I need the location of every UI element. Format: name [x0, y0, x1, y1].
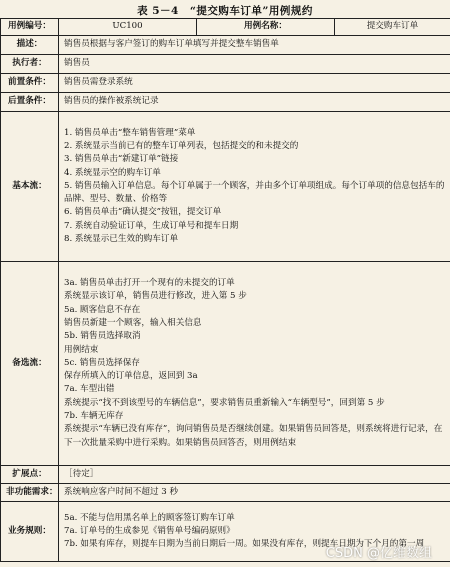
basic-flow-step: 2. 系统显示当前已有的整车订单列表，包括提交的和未提交的 — [64, 140, 299, 151]
alt-flow-line: 5c. 销售员选择保存 — [64, 357, 140, 368]
alt-flow-line: 5b. 销售员选择取消 — [64, 331, 141, 342]
business-rules-label: 业务规则： — [1, 502, 59, 562]
alt-flow-line: 7a. 车型出错 — [64, 384, 115, 395]
precondition-text: 销售员需登录系统 — [59, 74, 450, 93]
alt-flow-lines — [59, 262, 450, 466]
postcondition-label: 后置条件： — [1, 93, 59, 112]
basic-flow-step: 4. 系统显示空的购车订单 — [64, 167, 161, 178]
alt-flow-line: 5a. 顾客信息不存在 — [64, 304, 141, 315]
precondition-row — [1, 74, 450, 93]
nonfunctional-label: 非功能需求： — [1, 484, 59, 502]
alt-flow-line: 销售员新建一个顾客，输入相关信息 — [64, 317, 202, 328]
extension-text: ［待定］ — [59, 466, 450, 484]
alt-flow-line: 保存所填入的订单信息，返回到 3a — [64, 371, 198, 382]
csdn-watermark: CSDN @亿维数组 — [325, 546, 432, 561]
alt-flow-line: 7b. 车辆无库存 — [64, 411, 124, 422]
use-case-name-value: 提交购车订单 — [335, 19, 450, 36]
alt-flow-line: 系统提示“找不到该型号的车辆信息”，要求销售员重新输入“车辆型号”，回到第 5 步 — [64, 397, 385, 408]
basic-flow-step: 8. 系统显示已生效的购车订单 — [64, 234, 179, 245]
postcondition-text: 销售员的操作被系统记录 — [59, 93, 450, 112]
actor-row — [1, 55, 450, 74]
nonfunctional-row — [1, 484, 450, 502]
basic-flow-step: 6. 销售员单击“确认提交”按钮，提交订单 — [64, 207, 222, 218]
extension-label: 扩展点： — [1, 466, 59, 484]
business-rule: 5a. 不能与信用黑名单上的顾客签订购车订单 — [64, 513, 235, 524]
description-label: 描述： — [1, 36, 59, 55]
basic-flow-step: 5. 销售员输入订单信息。每个订单属于一个顾客，并由多个订单项组成。每个订单项的信息包括车的品牌、型号、数量、价格等 — [64, 180, 445, 205]
alt-flow-line: 用例结束 — [64, 344, 99, 355]
alt-flow-line: 系统提示“车辆已没有库存”，询问销售员是否继续创建。如果销售员回答是，则系统将进行记录，在下一次批量采购中进行采购。如果销售员回答否，则用例结束 — [64, 424, 443, 448]
table-caption: 表 5－4 “提交购车订单”用例规约 — [137, 5, 313, 17]
alt-flow-label: 备选流： — [1, 262, 59, 466]
business-rule: 7a. 订单号的生成参见《销售单号编码原则》 — [64, 526, 235, 537]
postcondition-row — [1, 93, 450, 112]
use-case-id-label: 用例编号： — [1, 19, 59, 36]
actor-label: 执行者： — [1, 55, 59, 74]
extension-row — [1, 466, 450, 484]
alt-flow-line: 系统显示该订单，销售员进行修改，进入第 5 步 — [64, 291, 247, 302]
basic-flow-label: 基本流： — [1, 112, 59, 262]
description-row — [1, 36, 450, 55]
use-case-id-value: UC100 — [59, 19, 197, 36]
nonfunctional-text: 系统响应客户时间不超过 3 秒 — [59, 484, 450, 502]
business-rule: 7b. 如果有库存，则提车日期为当前日期后一周。如果没有库存，则提车日期为下个月的第一周 — [64, 538, 425, 549]
use-case-table — [0, 18, 450, 562]
use-case-name-label: 用例名称： — [197, 19, 335, 36]
alt-flow-line: 3a. 销售员单击打开一个现有的未提交的订单 — [64, 277, 235, 288]
precondition-label: 前置条件： — [1, 74, 59, 93]
basic-flow-step: 7. 系统自动验证订单，生成订单号和提车日期 — [64, 220, 239, 231]
actor-text: 销售员 — [59, 55, 450, 74]
basic-flow-row — [1, 112, 450, 262]
basic-flow-step: 3. 销售员单击“新建订单”链接 — [64, 154, 179, 165]
description-text: 销售员根据与客户签订的购车订单填写并提交整车销售单 — [59, 36, 450, 55]
basic-flow-step: 1. 销售员单击“整车销售管理”菜单 — [64, 127, 196, 138]
alt-flow-row — [1, 262, 450, 466]
basic-flow-steps — [59, 112, 450, 262]
header-row — [1, 19, 450, 36]
